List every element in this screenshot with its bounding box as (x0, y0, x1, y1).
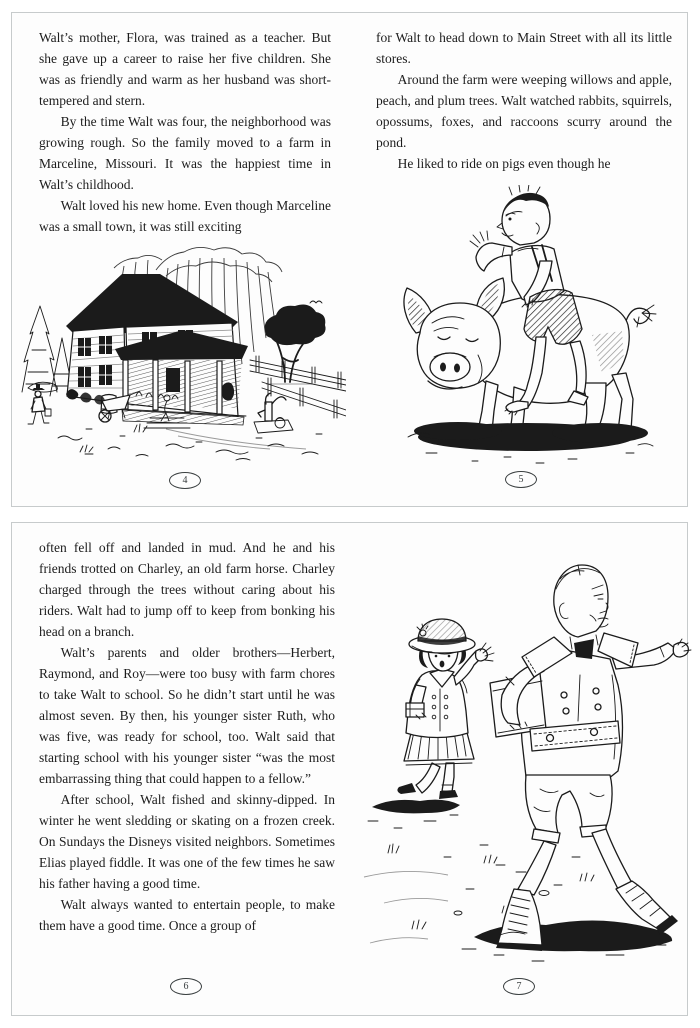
page-4-text (39, 27, 331, 237)
paragraph: Walt always wanted to entertain people, to make them have a good time. Once a group of (39, 897, 335, 933)
boy-riding-pig-illustration (386, 185, 666, 475)
paragraph: for Walt to head down to Main Street with all its little stores. (376, 30, 672, 66)
paragraph: Walt’s parents and older brothers—Herbert, Raymond, and Roy—were too busy with farm chores to take Walt to school. So he didn’t start until he was almost seven. By then, his younger sister Ruth, who was five, was ready for school, too. Walt said that starting school with his younger sister “was the most embarrassing thing that could happen to a fellow.” (39, 645, 335, 786)
paragraph: Walt’s mother, Flora, was trained as a teacher. But she gave up a career to raise her five children. She was as friendly and warm as her husband was short-tempered and stern. (39, 30, 331, 108)
page-6-text (39, 537, 335, 936)
book-spread-top (11, 12, 688, 507)
paragraph: Around the farm were weeping willows and apple, peach, and plum trees. Walt watched rabbits, squirrels, opossums, foxes, and raccoons scurry around the pond. (376, 72, 672, 150)
paragraph: By the time Walt was four, the neighborhood was growing rough. So the family moved to a farm in Marceline, Missouri. It was the happiest time in Walt’s childhood. (39, 114, 331, 192)
paragraph: He liked to ride on pigs even though he (397, 156, 611, 171)
book-spread-bottom (11, 522, 688, 1016)
page-number-badge (169, 472, 201, 489)
page-number-badge (505, 471, 537, 488)
paragraph: often fell off and landed in mud. And he and his friends trotted on Charley, an old farm horse. Charley charged through the trees without caring about his riders. Walt had to jump off to keep from bonking his head on a branch. (39, 540, 335, 639)
page-number: 5 (518, 474, 524, 485)
page-number: 7 (516, 981, 522, 992)
page-number: 4 (182, 475, 188, 486)
farmhouse-illustration (16, 246, 346, 466)
page-number-badge (503, 978, 535, 995)
paragraph: After school, Walt fished and skinny-dipped. In winter he went sledding or skating on a frozen creek. On Sundays the Disneys visited neighbors. Sometimes Elias played fiddle. It was one of the few times he saw his father having a good time. (39, 792, 335, 891)
paragraph: Walt loved his new home. Even though Marceline was a small town, it was still exciting (39, 198, 331, 234)
page-number-badge (170, 978, 202, 995)
page-number: 6 (183, 981, 189, 992)
mud-shadow (408, 422, 653, 463)
page-5-text (376, 27, 672, 174)
children-walking-illustration (354, 545, 699, 975)
